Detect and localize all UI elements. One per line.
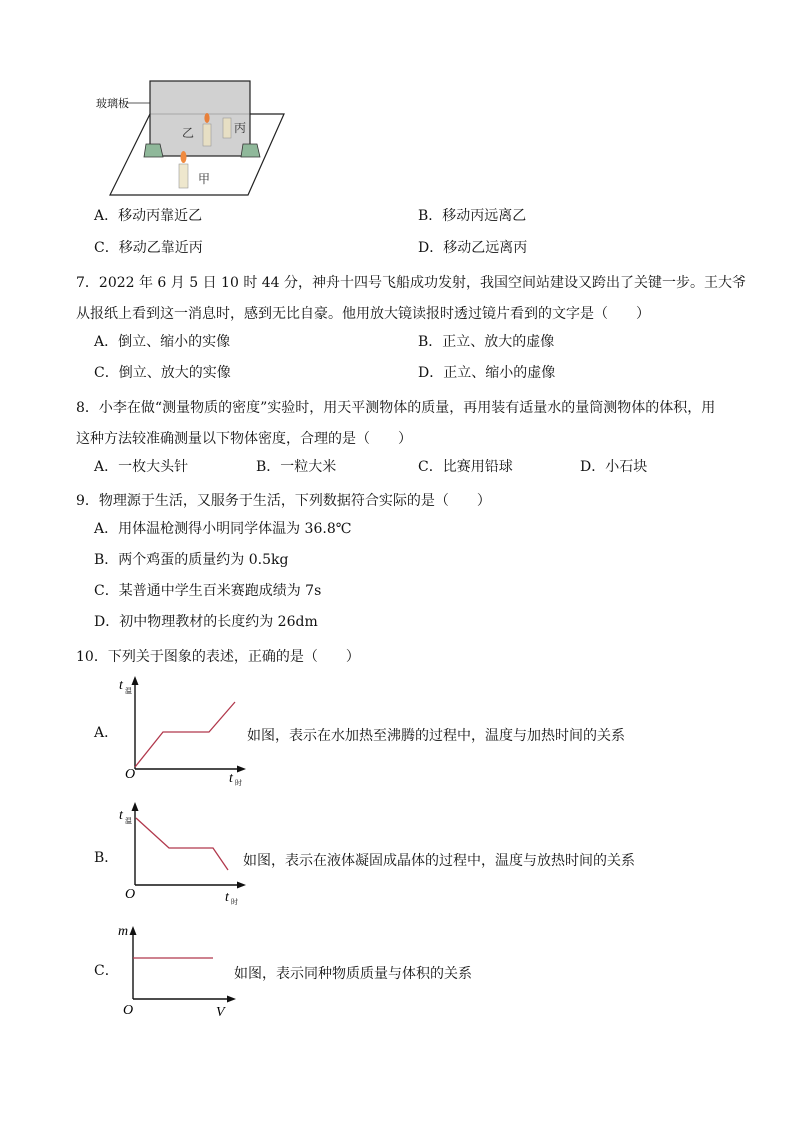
q8-stem-line2: 这种方法较准确测量以下物体密度，合理的是（ ） — [76, 431, 412, 447]
candle-jia-flame — [181, 151, 187, 163]
graph-b-origin: O — [125, 887, 136, 902]
q6-option-b[interactable]: B．移动丙远离乙 — [418, 208, 527, 224]
graph-a-xlabel: t — [229, 771, 233, 786]
q8-option-d[interactable]: D．小石块 — [580, 459, 648, 475]
graph-b-ylabel: t — [119, 808, 123, 823]
q7-option-b[interactable]: B．正立、放大的虚像 — [418, 334, 555, 350]
q6-option-d[interactable]: D．移动乙远离丙 — [418, 240, 528, 256]
q8-option-c[interactable]: C．比赛用铅球 — [418, 459, 513, 475]
candle-jia-label: 甲 — [198, 172, 211, 186]
graph-c-origin: O — [123, 1003, 134, 1018]
candle-bing — [223, 118, 231, 138]
candle-bing-label: 丙 — [234, 121, 247, 135]
q9-option-d[interactable]: D．初中物理教材的长度约为 26dm — [94, 614, 318, 630]
q7-option-a[interactable]: A．倒立、缩小的实像 — [94, 334, 231, 350]
graph-a-ylabel: t — [119, 678, 123, 693]
q9-option-c[interactable]: C．某普通中学生百米赛跑成绩为 7s — [94, 583, 322, 599]
candle-yi-label: 乙 — [182, 126, 195, 140]
q7-option-c[interactable]: C．倒立、放大的实像 — [94, 365, 231, 381]
q8-option-b[interactable]: B．一粒大米 — [256, 459, 337, 475]
plate-stand-right — [241, 144, 260, 157]
q10-option-c-letter[interactable]: C． — [94, 963, 119, 979]
graph-a-xsub: 时 — [235, 779, 242, 787]
q10-stem: 10．下列关于图象的表述，正确的是（ ） — [76, 649, 360, 665]
q7-stem-line2: 从报纸上看到这一消息时，感到无比自豪。他用放大镜读报时透过镜片看到的文字是（ ） — [76, 306, 650, 322]
graph-a-line — [135, 702, 235, 767]
candle-jia — [179, 164, 188, 188]
q10-option-a-text[interactable]: 如图，表示在水加热至沸腾的过程中，温度与加热时间的关系 — [247, 728, 625, 744]
q9-stem: 9．物理源于生活，又服务于生活，下列数据符合实际的是（ ） — [76, 493, 491, 509]
graph-a-ysub: 温 — [125, 687, 132, 695]
graph-b-xsub: 时 — [231, 898, 238, 906]
q8-option-a[interactable]: A．一枚大头针 — [94, 459, 189, 475]
graph-b-ysub: 温 — [125, 817, 132, 825]
q10-graph-b — [112, 798, 252, 916]
graph-b-line — [136, 818, 228, 870]
q6-option-c[interactable]: C．移动乙靠近丙 — [94, 240, 203, 256]
glass-plate-label: 玻璃板 — [96, 97, 129, 110]
candle-yi-flame — [204, 113, 209, 123]
plate-stand-left — [144, 144, 163, 157]
q8-stem-line1: 8．小李在做“测量物质的密度”实验时，用天平测物体的质量，再用装有适量水的量筒测物体的体积，用 — [76, 400, 716, 416]
q6-option-a[interactable]: A．移动丙靠近乙 — [94, 208, 203, 224]
graph-b-xlabel: t — [225, 890, 229, 905]
q10-option-c-text[interactable]: 如图，表示同种物质质量与体积的关系 — [234, 966, 472, 982]
q10-graph-c — [112, 920, 252, 1025]
graph-c-xlabel: V — [216, 1005, 225, 1020]
candle-yi — [203, 124, 211, 146]
graph-c-ylabel: m — [118, 924, 129, 939]
q10-option-b-text[interactable]: 如图，表示在液体凝固成晶体的过程中，温度与放热时间的关系 — [243, 853, 635, 869]
q9-option-a[interactable]: A．用体温枪测得小明同学体温为 36.8℃ — [94, 521, 352, 537]
q7-option-d[interactable]: D．正立、缩小的虚像 — [418, 365, 556, 381]
q10-option-b-letter[interactable]: B． — [94, 850, 119, 866]
q10-option-a-letter[interactable]: A． — [94, 725, 119, 741]
q7-stem-line1: 7．2022 年 6 月 5 日 10 时 44 分，神舟十四号飞船成功发射，我国空间站建设又跨出了关键一步。王大爷 — [76, 275, 747, 291]
q9-option-b[interactable]: B．两个鸡蛋的质量约为 0.5kg — [94, 552, 289, 568]
q10-graph-a — [112, 672, 252, 790]
graph-a-origin: O — [125, 767, 136, 782]
